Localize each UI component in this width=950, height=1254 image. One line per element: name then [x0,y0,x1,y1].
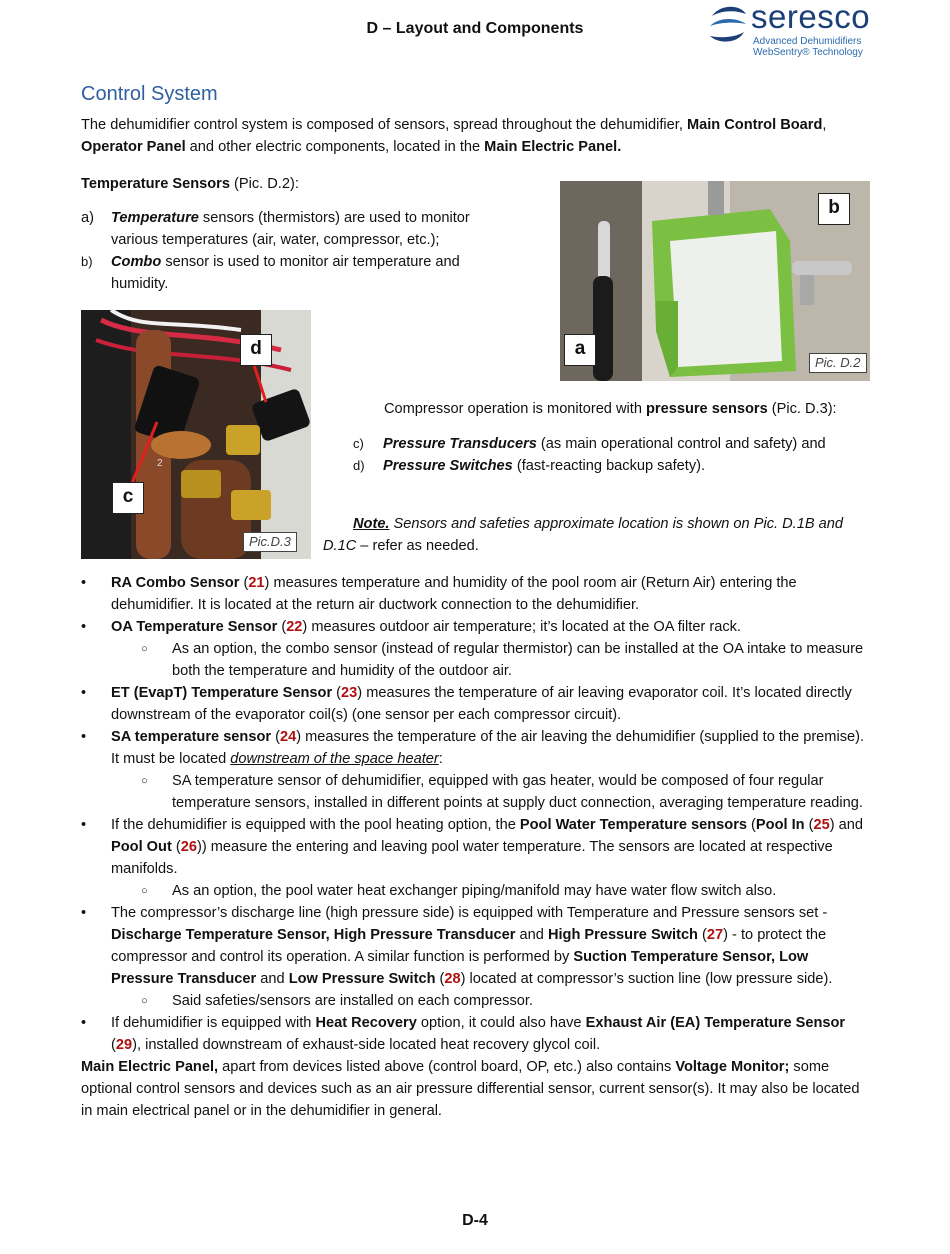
photo-caption: Pic.D.3 [243,532,297,552]
intro-paragraph: The dehumidifier control system is composed of sensors, spread throughout the dehumidifier, Main Control Board, Operator Panel and other electric components, located in the Main Electric Panel. [81,117,827,155]
list-item: d) Pressure Switches (fast-reacting backup safety). [353,458,706,474]
note-paragraph: Note. Sensors and safeties approximate location is shown on Pic. D.1B and D.1C – refer as needed. [323,516,843,554]
label-b: b [818,193,850,225]
page-number: D-4 [462,1212,488,1229]
temperature-sensors-heading: Temperature Sensors (Pic. D.2): [81,176,299,192]
sensor-tag-text: 2 [157,458,163,469]
logo-swirl-icon [706,2,750,46]
label-d: d [240,334,272,366]
page-header-title: D – Layout and Components [366,20,584,37]
label-c: c [112,482,144,514]
list-item: • If the dehumidifier is equipped with the pool heating option, the Pool Water Temperature sensors (Pool In (25) and Pool Out (26)) measure the entering and leaving pool water temperature. The sensors are located at respective manifolds. [81,814,871,880]
list-item: • ET (EvapT) Temperature Sensor (23) measures the temperature of air leaving evaporator coil. It’s located directly downstream of the evaporator coil(s) (one sensor per each compressor circuit). [81,682,871,726]
list-item: • If dehumidifier is equipped with Heat Recovery option, it could also have Exhaust Air (EA) Temperature Sensor (29), installed downstream of exhaust-side located heat recovery glycol coil. [81,1012,871,1056]
list-item: b) Combo sensor is used to monitor air temperature and humidity. [81,254,460,292]
logo-subtitle: Advanced Dehumidifiers WebSentry® Technology [753,36,863,58]
list-item: • The compressor’s discharge line (high pressure side) is equipped with Temperature and Pressure sensors set - Discharge Temperature Sensor, High Pressure Transducer and High Pressure Switch (27) - to protect the compressor and control its operation. A similar function is performed by Suction Temperature Sensor, Low Pressure Transducer and Low Pressure Switch (28) located at compressor’s suction line (low pressure side). [81,902,871,990]
compressor-intro: Compressor operation is monitored with pressure sensors (Pic. D.3): [384,401,837,417]
pressure-sensors-list [353,433,873,477]
sub-list-item: ○ As an option, the combo sensor (instead of regular thermistor) can be installed at the OA intake to measure both the temperature and humidity of the outdoor air. [81,638,871,682]
label-a: a [564,334,596,366]
photo-pic-d2 [560,181,870,381]
photo-pic-d3 [81,310,311,559]
list-item: • OA Temperature Sensor (22) measures outdoor air temperature; it’s located at the OA filter rack. [81,616,871,638]
sub-list-item: ○ SA temperature sensor of dehumidifier, equipped with gas heater, would be composed of four regular temperature sensors, installed in different points at supply duct connection, averaging temperature reading. [81,770,871,814]
pressure-sensor-photo-image [81,310,311,559]
main-electric-panel-paragraph: Main Electric Panel, apart from devices listed above (control board, OP, etc.) also contains Voltage Monitor; some optional control sensors and devices such as an air pressure differential sensor, current sensor(s). It may also be located in main electrical panel or in the dehumidifier in general. [81,1059,860,1119]
seresco-logo [706,0,876,62]
sub-list-item: ○ Said safeties/sensors are installed on each compressor. [81,990,871,1012]
temperature-sensors-list [81,207,511,295]
logo-wordmark: seresco [751,0,871,35]
sensor-bullet-list [81,572,871,1122]
list-item: a) Temperature sensors (thermistors) are used to monitor various temperatures (air, water, compressor, etc.); [81,210,470,248]
list-item: • SA temperature sensor (24) measures the temperature of the air leaving the dehumidifier (supplied to the premise). It must be located downstream of the space heater: [81,726,871,770]
list-item: c) Pressure Transducers (as main operational control and safety) and [353,436,826,452]
photo-caption: Pic. D.2 [809,353,867,373]
list-item: • RA Combo Sensor (21) measures temperature and humidity of the pool room air (Return Air) entering the dehumidifier. It is located at the return air ductwork connection to the dehumidifier. [81,572,871,616]
section-title: Control System [81,83,218,105]
sub-list-item: ○ As an option, the pool water heat exchanger piping/manifold may have water flow switch also. [81,880,871,902]
